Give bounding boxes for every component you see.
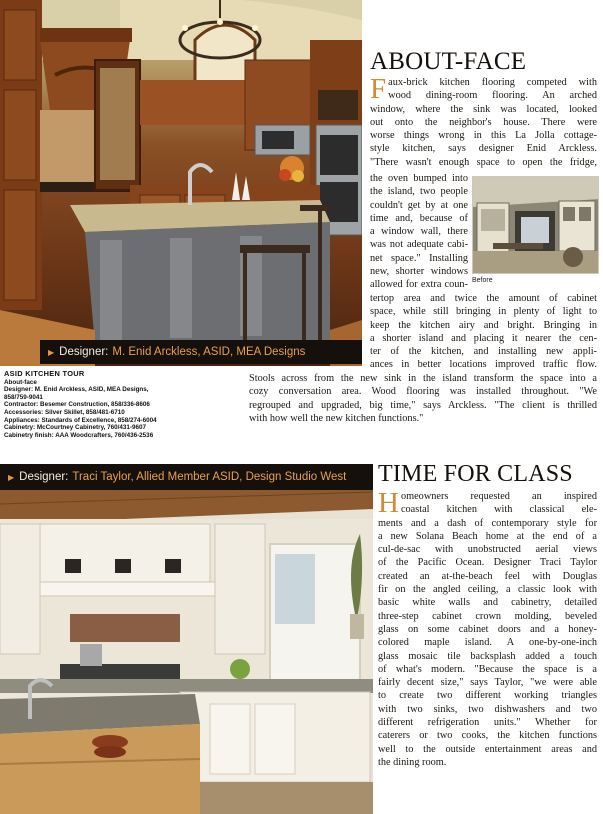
body-line: coastal kitchen with classical ele- xyxy=(400,504,597,516)
credits-block xyxy=(4,370,244,439)
article-title-about-face: ABOUT-FACE xyxy=(370,48,527,75)
kitchen-photo-arckless xyxy=(0,0,362,366)
credit-line: Appliances: Standards of Excellence, 858/274-6004 xyxy=(4,416,157,424)
body-line: new, shorter windows xyxy=(370,266,468,278)
body-line: ter of the kitchen, and installing new appli- xyxy=(370,346,597,358)
body-line: couldn't get by at one xyxy=(370,199,468,211)
body-line: was not adequate cabi- xyxy=(370,239,468,251)
before-kitchen-illustration xyxy=(473,177,599,274)
body-line: well to the outside entertainment areas and xyxy=(378,743,597,755)
designer-caption-prefix: Designer: xyxy=(59,346,109,358)
kitchen-illustration-coastal xyxy=(0,464,373,814)
body-line: the oven bumped into xyxy=(370,173,468,184)
body-line: fir on the angled ceiling, a classic look with xyxy=(378,584,597,596)
caption-arrow-icon: ▶ xyxy=(8,472,15,482)
designer-caption-name: Traci Taylor, Allied Member ASID, Design Studio West xyxy=(72,471,347,483)
body-line: worse things wrong in this La Jolla cottage- xyxy=(370,130,597,142)
body-line: cozy conversation area. Wood flooring was installed throughout. "We xyxy=(249,386,597,398)
body-line: out onto the neighbor's house. There were xyxy=(370,116,597,128)
dropcap-h: H xyxy=(378,487,399,519)
body-line: glass mosaic tile backsplash added a touch xyxy=(378,650,597,662)
body-line: space, while still bringing in plenty of light to xyxy=(370,306,597,318)
body-line: of the Pacific Ocean. Designer Traci Taylor xyxy=(378,557,597,569)
body-line: cul-de-sac with unobstructed aerial views xyxy=(378,544,597,556)
body-line: different refrigeration units." Whether for xyxy=(378,717,597,729)
body-line: a shorter island and placing it nearer the cen- xyxy=(370,332,597,344)
body-line: fairly decent size," says Taylor, "we were able xyxy=(378,677,597,689)
before-photo-label: Before xyxy=(472,277,493,284)
before-photo xyxy=(472,176,599,274)
credit-line: Accessories: Silver Skillet, 858/481-6710 xyxy=(4,408,125,416)
body-line: colored maple island. A one-by-one-inch xyxy=(378,637,597,649)
body-line: ances in better locations improved traffic flow. xyxy=(370,359,597,371)
body-line: ments and a dash of contemporary style for xyxy=(378,517,597,529)
body-line: a window wall, there xyxy=(370,226,468,238)
credit-line: About-face xyxy=(4,378,37,386)
body-line: with how well the new kitchen functions." xyxy=(249,412,424,424)
article-body-about-face-upper xyxy=(370,73,597,169)
body-line: created an at-the-beach feel with Douglas xyxy=(378,570,597,582)
body-line: tertop area and twice the amount of cabinet xyxy=(370,293,597,304)
body-line: Stools across from the new sink in the island transform the space into a xyxy=(249,373,597,384)
body-line: a new Solana Beach home at the end of a xyxy=(378,530,597,542)
credit-line: Cabinetry finish: AAA Woodcrafters, 760/436-2536 xyxy=(4,431,154,439)
credit-line: Designer: M. Enid Arckless, ASID, MEA Designs, xyxy=(4,386,149,394)
body-line: time and, because of xyxy=(370,212,468,224)
body-line: regrouped and upgraded, big time," says Arckless. "The client is thrilled xyxy=(249,399,597,411)
article-title-time-for-class: TIME FOR CLASS xyxy=(378,461,573,487)
body-line: keep the kitchen airy and bright. Bringing in xyxy=(370,319,597,331)
body-line: glass on some cabinet doors and a honey- xyxy=(378,623,597,635)
body-line: with two sinks, two dishwashers and two xyxy=(378,703,597,715)
body-line: window, where the sink was located, looked xyxy=(370,103,597,115)
designer-caption-arckless xyxy=(40,340,362,364)
body-line: the island, two people xyxy=(370,186,468,198)
body-line: wood dining-room flooring. An arched xyxy=(388,90,597,102)
designer-caption-taylor xyxy=(0,464,373,490)
article-body-about-face-wide xyxy=(249,372,597,425)
body-line: omeowners requested an inspired xyxy=(400,491,597,502)
body-line: aux-brick kitchen flooring competed with xyxy=(388,77,597,88)
designer-caption-prefix: Designer: xyxy=(19,471,69,483)
body-line: caterers or two cooks, the kitchen functions xyxy=(378,730,597,742)
credits-heading: ASID KITCHEN TOUR xyxy=(4,369,85,378)
body-line: style kitchen, says designer Enid Arckless. xyxy=(370,143,597,155)
body-line: basic white walls and cabinetry, detailed xyxy=(378,597,597,609)
body-line: allowed for extra coun- xyxy=(370,279,468,291)
designer-caption-name: M. Enid Arckless, ASID, MEA Designs xyxy=(112,346,306,358)
kitchen-illustration-warm xyxy=(0,0,362,366)
body-line: to create two different working triangles xyxy=(378,690,597,702)
article-body-time-for-class xyxy=(378,487,597,769)
body-line: net space." Installing xyxy=(370,252,468,264)
credit-line: Cabinetry: McCourtney Cabinetry, 760/431-9607 xyxy=(4,424,146,432)
body-line: three-step cabinet crown molding, beveled xyxy=(378,610,597,622)
body-line: "There wasn't enough space to open the fridge, xyxy=(370,156,597,168)
article-body-about-face-narrow xyxy=(370,172,468,292)
article-body-about-face-lower xyxy=(370,292,597,372)
credit-line: Contractor: Besemer Construction, 858/336-8606 xyxy=(4,401,150,409)
dropcap-f: F xyxy=(370,73,387,105)
body-line: of what's modern. "Because the space is a xyxy=(378,663,597,675)
body-line: the dining room. xyxy=(378,756,447,768)
caption-arrow-icon: ▶ xyxy=(48,347,55,357)
kitchen-photo-taylor xyxy=(0,464,373,814)
credit-line: 858/759-9041 xyxy=(4,393,43,401)
